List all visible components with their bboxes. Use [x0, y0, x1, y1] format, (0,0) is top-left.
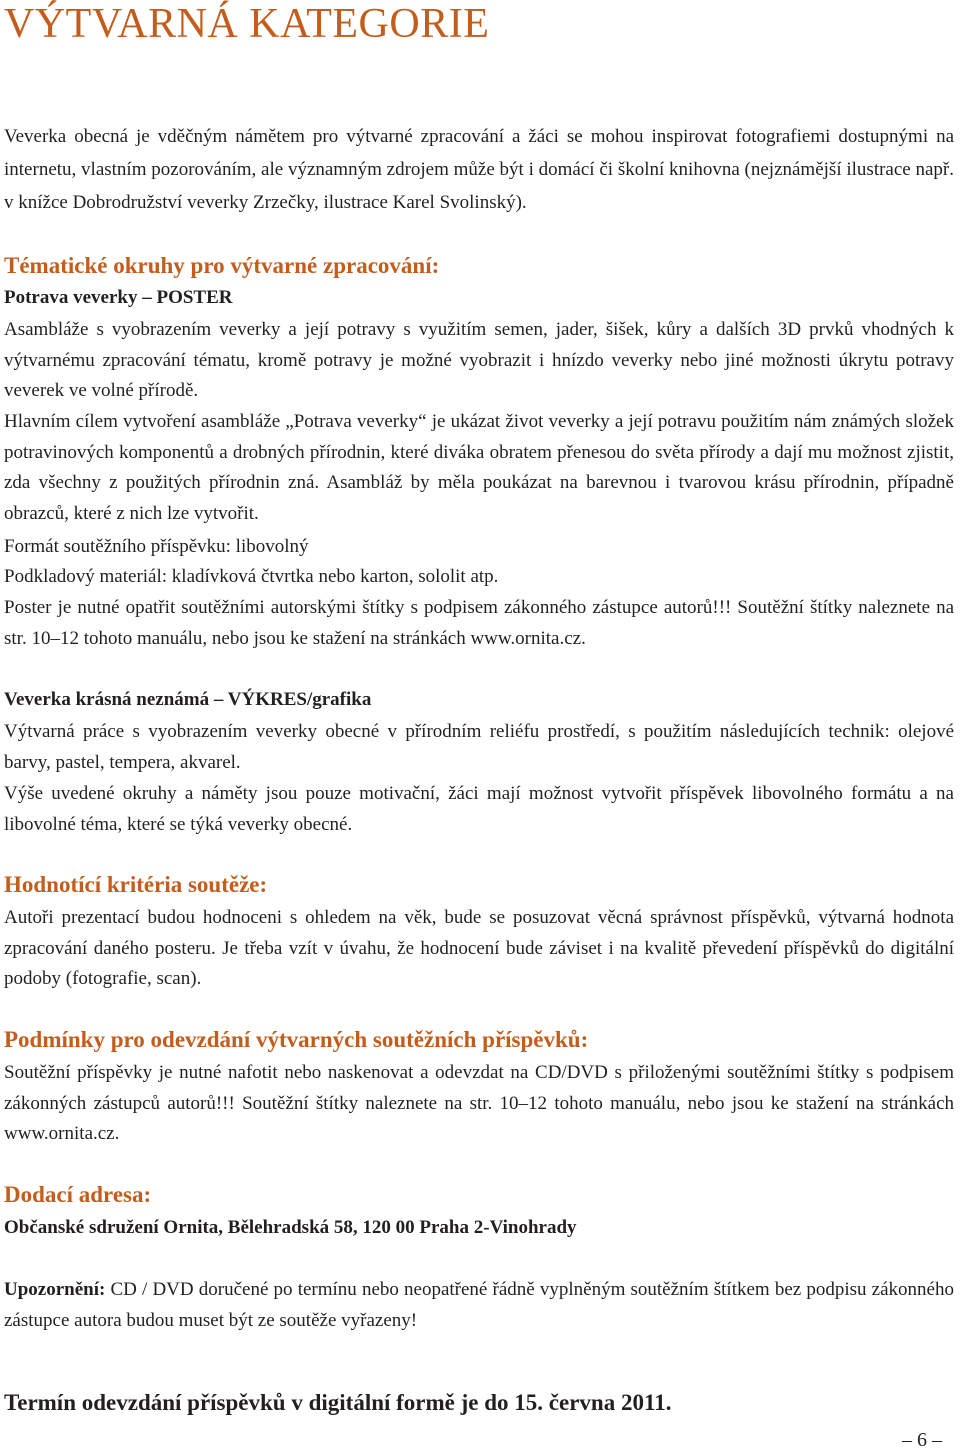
delivery-address: Občanské sdružení Ornita, Bělehradská 58, 120 00 Praha 2-Vinohrady	[4, 1217, 577, 1238]
warning-text: CD / DVD doručené po termínu nebo neopatřené řádně vyplněným soutěžním štítkem bez podpisu zákonného zástupce autora budou muset být ze soutěže vyřazeny!	[4, 1279, 954, 1331]
poster-format: Formát soutěžního příspěvku: libovolný	[4, 536, 309, 557]
poster-title: Potrava veverky – POSTER	[4, 287, 233, 308]
themes-heading: Tématické okruhy pro výtvarné zpracování:	[4, 253, 440, 278]
poster-paragraph-2: Hlavním cílem vytvoření asambláže „Potrava veverky“ je ukázat život veverky a její potravu použitím nám známých složek potravinových komponentů a drobných přírodnin, které diváka obratem přenesou do světa přírody a dají mu možnost zjistit, zda všechny z použitých přírodnin zná. Asambláž by měla poukázat na barevnou i tvarovou krásu přírodnin, případně obrazců, které z nich lze vytvořit.	[4, 411, 954, 524]
delivery-heading: Dodací adresa:	[4, 1182, 152, 1207]
poster-paragraph-1: Asambláže s vyobrazením veverky a její potravy s využitím semen, jader, šišek, kůry a dalších 3D prvků vhodných k výtvarnému zpracování tématu, kromě potravy je možné vyobrazit i hnízdo veverky nebo jiné možnosti úkrytu potravy veverek ve volné přírodě.	[4, 319, 954, 401]
conditions-text: Soutěžní příspěvky je nutné nafotit nebo naskenovat a odevzdat na CD/DVD s přiloženými soutěžními štítky s podpisem zákonných zástupců autorů!!! Soutěžní štítky naleznete na str. 10–12 tohoto manuálu, nebo jsou ke stažení na stránkách www.ornita.cz.	[4, 1062, 954, 1144]
page-number: – 6 –	[902, 1429, 942, 1451]
drawing-paragraph-1: Výtvarná práce s vyobrazením veverky obecné v přírodním reliéfu prostředí, s použitím následujících technik: olejové barvy, pastel, tempera, akvarel.	[4, 721, 954, 773]
conditions-heading: Podmínky pro odevzdání výtvarných soutěžních příspěvků:	[4, 1027, 589, 1052]
deadline-notice: Termín odevzdání příspěvků v digitální formě je do 15. června 2011.	[4, 1390, 672, 1415]
drawing-paragraph-2: Výše uvedené okruhy a náměty jsou pouze motivační, žáci mají možnost vytvořit příspěvek libovolného formátu a na libovolné téma, které se týká veverky obecné.	[4, 783, 954, 835]
poster-labels-note: Poster je nutné opatřit soutěžními autorskými štítky s podpisem zákonného zástupce autorů!!! Soutěžní štítky naleznete na str. 10–12 tohoto manuálu, nebo jsou ke stažení na stránkách www.ornita.cz.	[4, 597, 954, 649]
criteria-heading: Hodnotící kritéria soutěže:	[4, 872, 268, 897]
warning-label: Upozornění:	[4, 1279, 106, 1300]
page-title: VÝTVARNÁ KATEGORIE	[4, 1, 490, 47]
criteria-text: Autoři prezentací budou hodnoceni s ohledem na věk, bude se posuzovat věcná správnost příspěvků, výtvarná hodnota zpracování daného posteru. Je třeba vzít v úvahu, že hodnocení bude záviset i na kvalitě převedení příspěvků do digitální podoby (fotografie, scan).	[4, 907, 954, 989]
drawing-title: Veverka krásná neznámá – VÝKRES/grafika	[4, 689, 372, 710]
intro-paragraph: Veverka obecná je vděčným námětem pro výtvarné zpracování a žáci se mohou inspirovat fotografiemi dostupnými na internetu, vlastním pozorováním, ale významným zdrojem může být i domácí či školní knihovna (nejznámější ilustrace např. v knížce Dobrodružství veverky Zrzečky, ilustrace Karel Svolinský).	[4, 126, 954, 213]
warning-paragraph	[4, 1275, 954, 1336]
poster-material: Podkladový materiál: kladívková čtvrtka nebo karton, sololit atp.	[4, 566, 499, 587]
